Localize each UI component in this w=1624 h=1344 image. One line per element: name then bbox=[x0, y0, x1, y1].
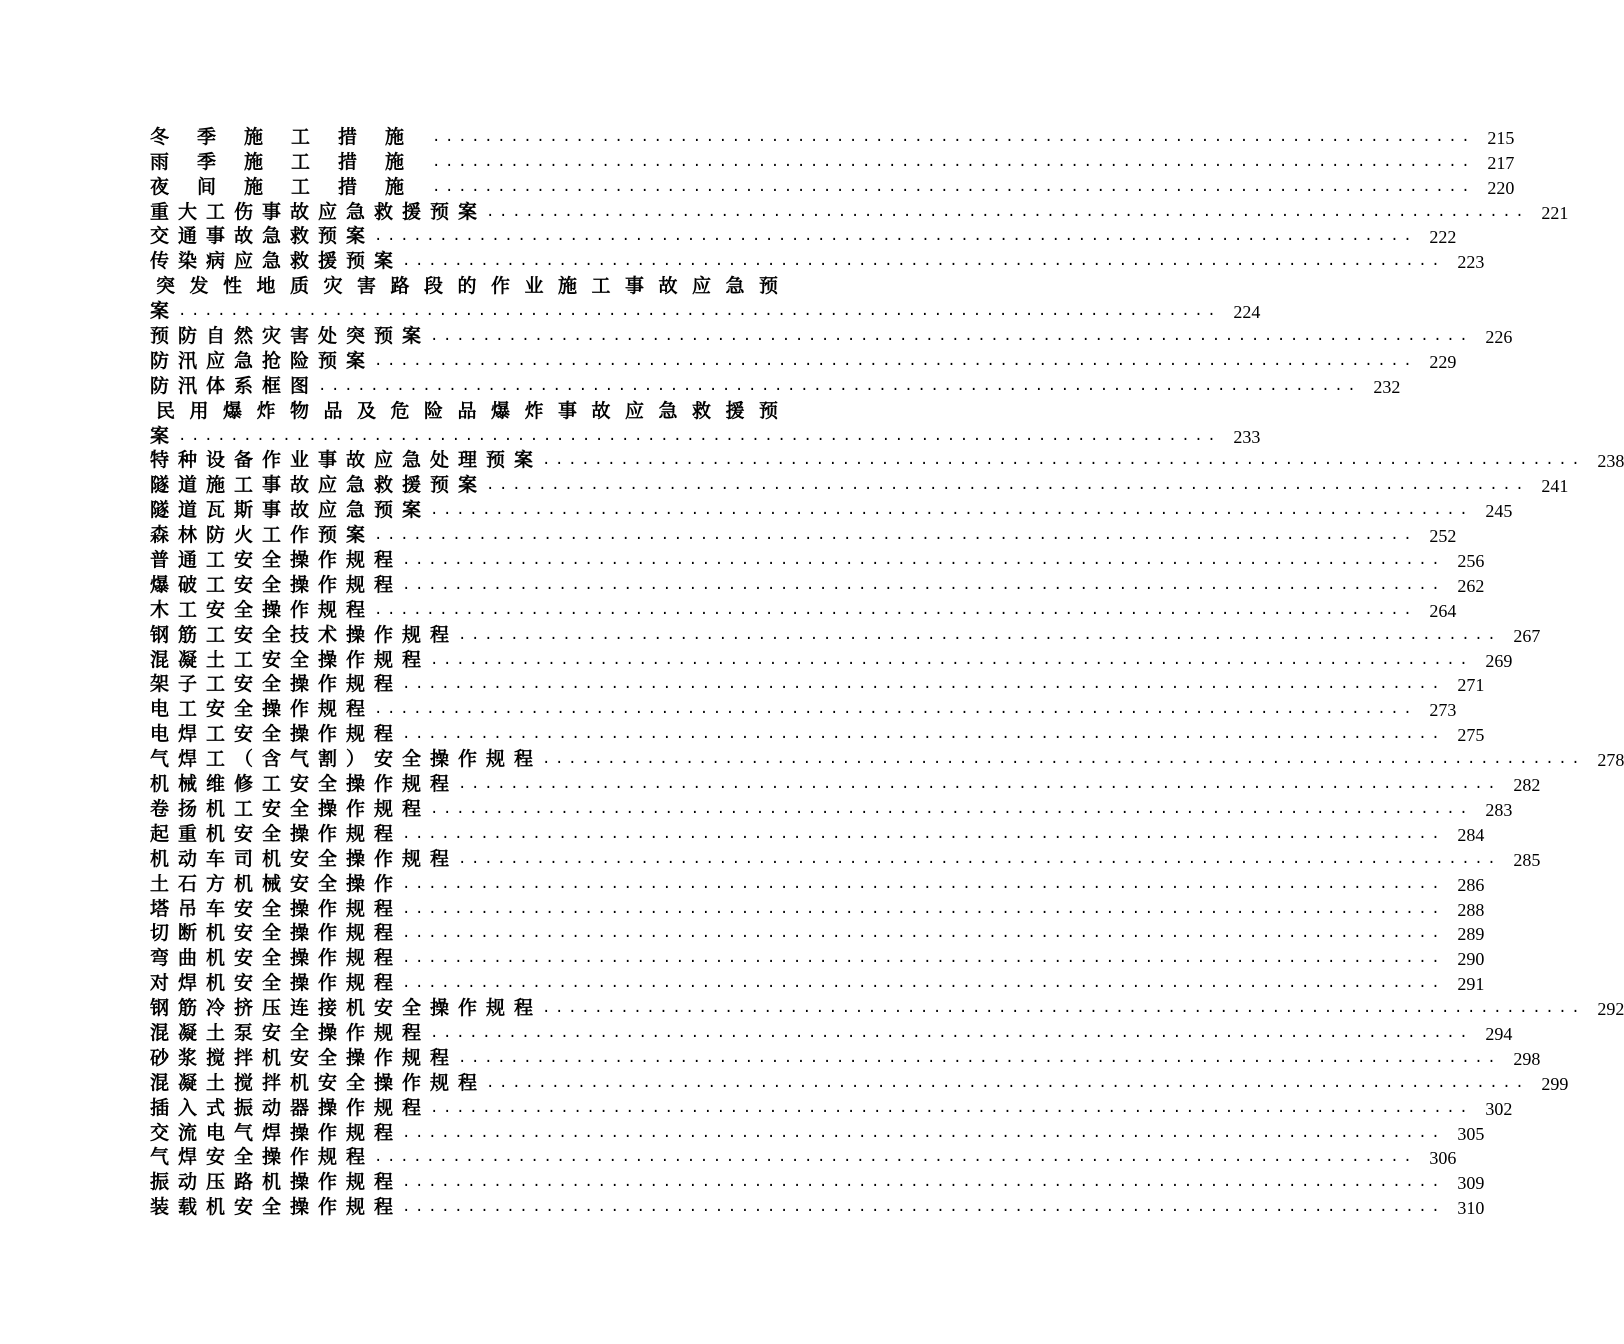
toc-leader-dots: ................................................................................ bbox=[402, 1124, 1445, 1141]
toc-page-number: 238 bbox=[1597, 451, 1624, 472]
toc-leader-dots: ................................................................................ bbox=[458, 626, 1501, 643]
toc-entry-title: 电工安全操作规程 bbox=[150, 698, 375, 721]
toc-leader-dots: ................................................................................ bbox=[402, 1174, 1445, 1191]
toc-entry-title: 电焊工安全操作规程 bbox=[150, 723, 403, 746]
toc-entry-title: 特种设备作业事故应急处理预案 bbox=[150, 449, 543, 472]
toc-entry[interactable] bbox=[150, 746, 1624, 771]
toc-entry-title: 民用爆炸物品及危险品爆炸事故应急救援预 bbox=[156, 399, 793, 422]
toc-leader-dots: ................................................................................ bbox=[402, 726, 1445, 743]
toc-leader-dots: ................................................................................ bbox=[458, 850, 1501, 867]
toc-leader-dots: ................................................................................ bbox=[486, 477, 1529, 494]
toc-page-number: 252 bbox=[1429, 526, 1457, 547]
toc-leader-dots: ................................................................................ bbox=[402, 900, 1445, 917]
toc-page-number: 233 bbox=[1233, 426, 1261, 447]
toc-entry[interactable] bbox=[150, 497, 1513, 522]
table-of-contents bbox=[150, 124, 1624, 1219]
toc-leader-dots: ................................................................................ bbox=[430, 800, 1473, 817]
toc-page-number: 217 bbox=[1487, 152, 1515, 173]
toc-page-number: 215 bbox=[1487, 127, 1515, 148]
toc-page-number: 221 bbox=[1541, 202, 1569, 223]
toc-leader-dots: ................................................................................ bbox=[432, 178, 1475, 195]
toc-page-number: 285 bbox=[1513, 849, 1541, 870]
toc-entry[interactable] bbox=[150, 696, 1457, 721]
toc-leader-dots: ................................................................................ bbox=[430, 1099, 1473, 1116]
toc-entry[interactable] bbox=[150, 921, 1485, 946]
toc-entry-title: 气焊工（含气割）安全操作规程 bbox=[150, 748, 543, 771]
toc-page-number: 223 bbox=[1457, 252, 1485, 273]
toc-entry-title: 传染病应急救援预案 bbox=[150, 250, 403, 273]
toc-page-number: 264 bbox=[1429, 600, 1457, 621]
toc-entry-title: 隧道施工事故应急救援预案 bbox=[150, 474, 487, 497]
toc-entry[interactable] bbox=[150, 398, 804, 423]
toc-page-number: 220 bbox=[1487, 177, 1515, 198]
toc-entry[interactable] bbox=[150, 597, 1457, 622]
toc-leader-dots: ................................................................................ bbox=[374, 701, 1417, 718]
toc-entry[interactable] bbox=[150, 323, 1513, 348]
toc-entry-title: 木工安全操作规程 bbox=[150, 598, 375, 621]
toc-entry[interactable] bbox=[150, 771, 1541, 796]
toc-leader-dots: ................................................................................ bbox=[374, 527, 1417, 544]
toc-entry-title: 机械维修工安全操作规程 bbox=[150, 773, 459, 796]
toc-page-number: 269 bbox=[1485, 650, 1513, 671]
toc-leader-dots: ................................................................................ bbox=[402, 253, 1445, 270]
toc-entry[interactable] bbox=[150, 970, 1485, 995]
toc-entry-title: 森林防火工作预案 bbox=[150, 524, 375, 547]
toc-leader-dots: ................................................................................ bbox=[430, 651, 1473, 668]
toc-entry-title: 混凝土泵安全操作规程 bbox=[150, 1021, 431, 1044]
toc-entry[interactable] bbox=[150, 1020, 1513, 1045]
toc-entry-title: 机动车司机安全操作规程 bbox=[150, 847, 459, 870]
toc-entry[interactable] bbox=[150, 846, 1541, 871]
toc-leader-dots: ................................................................................ bbox=[486, 1074, 1529, 1091]
toc-page-number: 306 bbox=[1429, 1148, 1457, 1169]
toc-entry-title: 隧道瓦斯事故应急预案 bbox=[150, 499, 431, 522]
toc-leader-dots: ................................................................................ bbox=[486, 203, 1529, 220]
toc-page-number: 271 bbox=[1457, 675, 1485, 696]
toc-page-number: 241 bbox=[1541, 476, 1569, 497]
toc-page-number: 245 bbox=[1485, 501, 1513, 522]
toc-entry-title: 切断机安全操作规程 bbox=[150, 922, 403, 945]
toc-leader-dots: ................................................................................ bbox=[432, 128, 1475, 145]
toc-entry[interactable] bbox=[150, 1095, 1513, 1120]
toc-entry-title: 塔吊车安全操作规程 bbox=[150, 897, 403, 920]
toc-entry[interactable] bbox=[150, 1169, 1485, 1194]
toc-page-number: 291 bbox=[1457, 974, 1485, 995]
toc-leader-dots: ................................................................................ bbox=[402, 875, 1445, 892]
toc-entry[interactable] bbox=[150, 572, 1485, 597]
toc-entry[interactable] bbox=[150, 622, 1541, 647]
toc-entry[interactable] bbox=[150, 721, 1485, 746]
toc-entry[interactable] bbox=[150, 647, 1513, 672]
toc-entry-title: 气焊安全操作规程 bbox=[150, 1146, 375, 1169]
toc-entry[interactable] bbox=[150, 448, 1624, 473]
toc-leader-dots: ................................................................................ bbox=[402, 576, 1445, 593]
toc-entry-title: 插入式振动器操作规程 bbox=[150, 1096, 431, 1119]
toc-entry-title: 土石方机械安全操作 bbox=[150, 872, 403, 895]
toc-entry[interactable] bbox=[150, 273, 804, 298]
toc-entry-title: 振动压路机操作规程 bbox=[150, 1171, 403, 1194]
toc-leader-dots: ................................................................................ bbox=[402, 825, 1445, 842]
toc-page-number: 299 bbox=[1541, 1073, 1569, 1094]
toc-leader-dots: ................................................................................ bbox=[374, 601, 1417, 618]
toc-entry-title: 交通事故急救预案 bbox=[150, 225, 375, 248]
toc-leader-dots: ................................................................................ bbox=[178, 303, 1221, 320]
toc-leader-dots: ................................................................................ bbox=[374, 352, 1417, 369]
toc-page-number: 278 bbox=[1597, 750, 1624, 771]
toc-entry[interactable] bbox=[150, 1045, 1541, 1070]
toc-entry-title: 卷扬机工安全操作规程 bbox=[150, 797, 431, 820]
toc-entry[interactable] bbox=[150, 995, 1624, 1020]
toc-entry-title: 交流电气焊操作规程 bbox=[150, 1121, 403, 1144]
toc-page-number: 282 bbox=[1513, 775, 1541, 796]
toc-leader-dots: ................................................................................ bbox=[402, 950, 1445, 967]
toc-leader-dots: ................................................................................ bbox=[374, 228, 1417, 245]
toc-entry[interactable] bbox=[150, 298, 1261, 323]
toc-entry[interactable] bbox=[150, 1194, 1485, 1219]
toc-page-number: 298 bbox=[1513, 1048, 1541, 1069]
toc-page-number: 283 bbox=[1485, 799, 1513, 820]
toc-entry-title: 预防自然灾害处突预案 bbox=[150, 325, 431, 348]
toc-entry-title: 混凝土搅拌机安全操作规程 bbox=[150, 1071, 487, 1094]
toc-entry-title: 混凝土工安全操作规程 bbox=[150, 648, 431, 671]
toc-leader-dots: ................................................................................ bbox=[374, 1149, 1417, 1166]
toc-page-number: 290 bbox=[1457, 949, 1485, 970]
toc-page-number: 267 bbox=[1513, 625, 1541, 646]
toc-page-number: 224 bbox=[1233, 302, 1261, 323]
toc-entry-title: 钢筋冷挤压连接机安全操作规程 bbox=[150, 997, 543, 1020]
toc-page-number: 294 bbox=[1485, 1023, 1513, 1044]
toc-page-number: 273 bbox=[1429, 700, 1457, 721]
toc-leader-dots: ................................................................................ bbox=[542, 751, 1585, 768]
toc-leader-dots: ................................................................................ bbox=[430, 328, 1473, 345]
toc-page-number: 229 bbox=[1429, 351, 1457, 372]
toc-leader-dots: ................................................................................ bbox=[318, 377, 1361, 394]
toc-entry-title: 装载机安全操作规程 bbox=[150, 1196, 403, 1219]
toc-entry-title: 弯曲机安全操作规程 bbox=[150, 947, 403, 970]
toc-leader-dots: ................................................................................ bbox=[430, 1024, 1473, 1041]
toc-leader-dots: ................................................................................ bbox=[402, 676, 1445, 693]
toc-entry[interactable] bbox=[150, 224, 1457, 249]
toc-entry[interactable] bbox=[150, 945, 1485, 970]
toc-entry[interactable] bbox=[150, 1120, 1485, 1145]
toc-entry[interactable] bbox=[150, 199, 1569, 224]
toc-page-number: 289 bbox=[1457, 924, 1485, 945]
toc-leader-dots: ................................................................................ bbox=[402, 1199, 1445, 1216]
toc-page-number: 256 bbox=[1457, 551, 1485, 572]
toc-entry-title: 案 bbox=[150, 424, 179, 447]
toc-entry[interactable] bbox=[150, 149, 1515, 174]
toc-leader-dots: ................................................................................ bbox=[402, 975, 1445, 992]
toc-page-number: 232 bbox=[1373, 376, 1401, 397]
toc-entry-title: 爆破工安全操作规程 bbox=[150, 573, 403, 596]
toc-entry[interactable] bbox=[150, 248, 1485, 273]
toc-entry[interactable] bbox=[150, 1145, 1457, 1170]
toc-page-number: 284 bbox=[1457, 824, 1485, 845]
toc-entry[interactable] bbox=[150, 174, 1515, 199]
toc-page-number: 286 bbox=[1457, 874, 1485, 895]
toc-leader-dots: ................................................................................ bbox=[458, 776, 1501, 793]
toc-page-number: 310 bbox=[1457, 1198, 1485, 1219]
toc-entry-title: 钢筋工安全技术操作规程 bbox=[150, 623, 459, 646]
toc-entry-title: 普通工安全操作规程 bbox=[150, 549, 403, 572]
toc-leader-dots: ................................................................................ bbox=[542, 1000, 1585, 1017]
toc-entry[interactable] bbox=[150, 871, 1485, 896]
toc-leader-dots: ................................................................................ bbox=[178, 427, 1221, 444]
toc-entry-title: 冬季施工措施 bbox=[150, 125, 433, 148]
toc-entry[interactable] bbox=[150, 472, 1569, 497]
toc-entry-title: 夜间施工措施 bbox=[150, 175, 433, 198]
toc-page-number: 292 bbox=[1597, 999, 1624, 1020]
toc-entry-title: 雨季施工措施 bbox=[150, 150, 433, 173]
toc-entry[interactable] bbox=[150, 547, 1485, 572]
toc-entry-title: 案 bbox=[150, 300, 179, 323]
toc-leader-dots: ................................................................................ bbox=[458, 1049, 1501, 1066]
toc-entry-title: 起重机安全操作规程 bbox=[150, 822, 403, 845]
toc-entry[interactable] bbox=[150, 423, 1261, 448]
toc-entry[interactable] bbox=[150, 373, 1401, 398]
toc-entry-title: 架子工安全操作规程 bbox=[150, 673, 403, 696]
toc-entry-title: 防汛体系框图 bbox=[150, 374, 319, 397]
toc-entry[interactable] bbox=[150, 348, 1457, 373]
toc-leader-dots: ................................................................................ bbox=[432, 153, 1475, 170]
toc-entry[interactable] bbox=[150, 672, 1485, 697]
toc-entry[interactable] bbox=[150, 796, 1513, 821]
toc-entry[interactable] bbox=[150, 522, 1457, 547]
toc-entry[interactable] bbox=[150, 1070, 1569, 1095]
toc-page-number: 275 bbox=[1457, 725, 1485, 746]
toc-entry-title: 防汛应急抢险预案 bbox=[150, 349, 375, 372]
toc-page-number: 288 bbox=[1457, 899, 1485, 920]
toc-entry[interactable] bbox=[150, 124, 1515, 149]
toc-page-number: 262 bbox=[1457, 575, 1485, 596]
toc-entry-title: 对焊机安全操作规程 bbox=[150, 972, 403, 995]
toc-entry[interactable] bbox=[150, 896, 1485, 921]
toc-leader-dots: ................................................................................ bbox=[542, 452, 1585, 469]
toc-entry-title: 突发性地质灾害路段的作业施工事故应急预 bbox=[156, 275, 793, 298]
toc-leader-dots: ................................................................................ bbox=[402, 552, 1445, 569]
toc-leader-dots: ................................................................................ bbox=[402, 925, 1445, 942]
toc-page-number: 226 bbox=[1485, 327, 1513, 348]
toc-entry[interactable] bbox=[150, 821, 1485, 846]
toc-entry-title: 砂浆搅拌机安全操作规程 bbox=[150, 1046, 459, 1069]
toc-page-number: 305 bbox=[1457, 1123, 1485, 1144]
toc-leader-dots: ................................................................................ bbox=[430, 502, 1473, 519]
toc-page-number: 309 bbox=[1457, 1173, 1485, 1194]
toc-page-number: 302 bbox=[1485, 1098, 1513, 1119]
toc-entry-title: 重大工伤事故应急救援预案 bbox=[150, 200, 487, 223]
toc-page-number: 222 bbox=[1429, 227, 1457, 248]
